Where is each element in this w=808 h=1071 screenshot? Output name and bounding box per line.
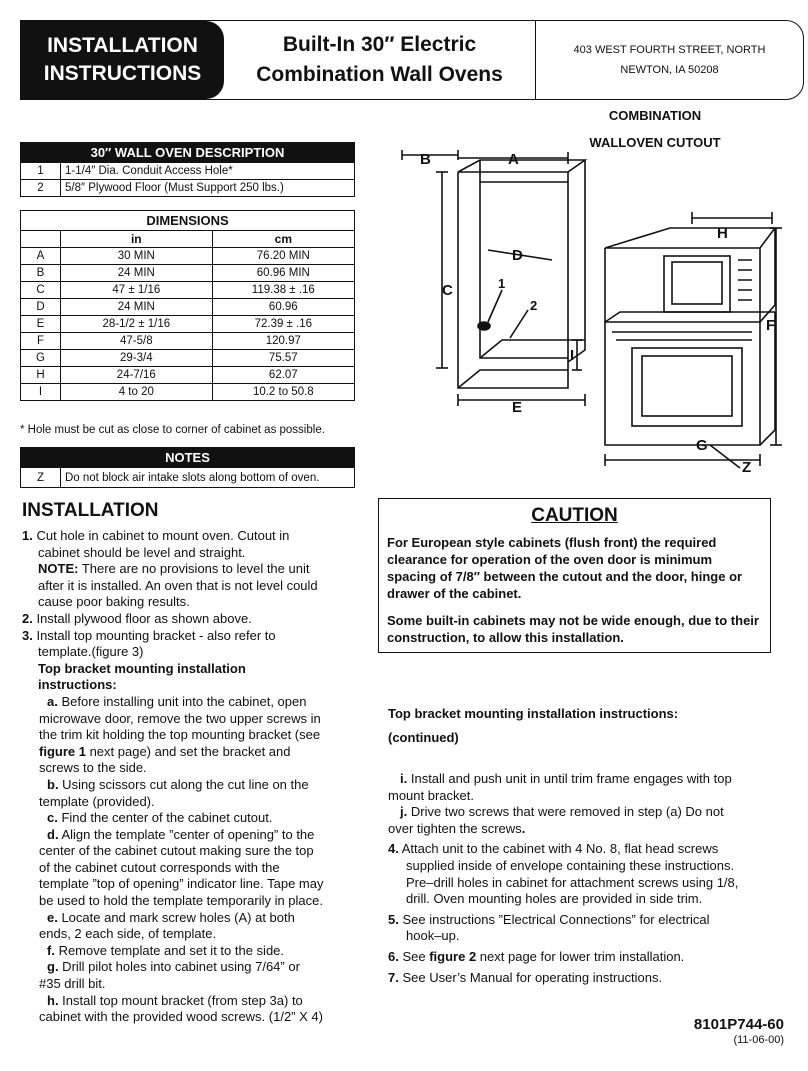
dim-key: G	[21, 350, 61, 367]
col-in-header: in	[61, 231, 213, 248]
dim-key: D	[21, 299, 61, 316]
dim-cm: 72.39 ± .16	[212, 316, 354, 333]
sub-text: .	[521, 820, 526, 836]
header	[20, 20, 804, 100]
label-f: F	[766, 317, 776, 334]
hole-note: * Hole must be cut as close to corner of cabinet as possible.	[20, 424, 325, 436]
header-badge-line1: INSTALLATION	[47, 34, 198, 57]
header-address	[536, 21, 803, 99]
label-g: G	[696, 437, 708, 454]
figure-ref: figure 2	[429, 948, 477, 964]
step-text: See User’s Manual for operating instructions.	[402, 969, 663, 985]
note-key: Z	[21, 468, 61, 488]
note-text: Do not block air intake slots along bottom of oven.	[61, 468, 355, 488]
dim-in: 4 to 20	[61, 384, 213, 401]
dimensions-table	[20, 210, 355, 401]
col-cm-header: cm	[212, 231, 354, 248]
sub-text: #35 drill bit.	[39, 976, 106, 992]
sub-label: d.	[47, 826, 59, 842]
step-text: See instructions ”Electrical Connections” for electrical	[402, 911, 710, 927]
dim-key: C	[21, 282, 61, 299]
table-row	[21, 384, 355, 401]
subhead: Top bracket mounting installation	[38, 660, 246, 676]
sub-label: j.	[400, 804, 408, 820]
header-badge-line2: INSTRUCTIONS	[43, 62, 202, 85]
step-text: There are no provisions to level the unit	[78, 561, 310, 577]
sub-text: template (provided).	[39, 793, 155, 809]
table-row	[21, 316, 355, 333]
conduit-hole	[478, 322, 490, 330]
label-2: 2	[530, 298, 538, 313]
sub-text: Using scissors cut along the cut line on the	[58, 776, 309, 792]
sub-text: next page) and set the bracket and	[85, 743, 291, 759]
table-row	[21, 468, 355, 488]
dim-cm: 62.07	[212, 367, 354, 384]
sub-text: cabinet with the provided wood screws. (1/2” X 4)	[39, 1009, 323, 1025]
dim-in: 47-5/8	[61, 333, 213, 350]
dim-in: 28-1/2 ± 1/16	[61, 316, 213, 333]
document-date: (11-06-00)	[733, 1034, 784, 1046]
header-title	[224, 21, 536, 99]
desc-text: 5/8″ Plywood Floor (Must Support 250 lbs.)	[61, 180, 355, 197]
header-title-line1: Built-In 30″ Electric	[282, 33, 477, 56]
cutout-diagram	[380, 100, 800, 495]
notes-table	[20, 447, 355, 488]
table-row	[21, 180, 355, 197]
caution-box	[378, 498, 771, 653]
table-row	[21, 265, 355, 282]
table-row	[21, 299, 355, 316]
table-row	[21, 333, 355, 350]
notes-title: NOTES	[21, 448, 355, 468]
dim-in: 47 ± 1/16	[61, 282, 213, 299]
installation-steps	[22, 528, 357, 1026]
description-title: 30″ WALL OVEN DESCRIPTION	[21, 143, 355, 163]
diagram-title-line1: COMBINATION	[608, 108, 702, 123]
step-text: after it is installed. An oven that is not level could	[38, 577, 318, 593]
address-line1: 403 WEST FOURTH STREET, NORTH	[573, 44, 766, 56]
sub-label: a.	[47, 693, 58, 709]
label-e: E	[512, 399, 523, 416]
dim-cm: 10.2 to 50.8	[212, 384, 354, 401]
dim-in: 24 MIN	[61, 299, 213, 316]
figure-ref: figure 1	[39, 743, 86, 759]
sub-label: f.	[47, 942, 55, 958]
sub-text: of the cabinet cutout corresponds with the	[39, 859, 280, 875]
dim-cm: 120.97	[212, 333, 354, 350]
sub-label: g.	[47, 959, 59, 975]
continued-heading: Top bracket mounting installation instructions:	[388, 706, 679, 721]
sub-text: Before installing unit into the cabinet, open	[57, 693, 307, 709]
dim-key: B	[21, 265, 61, 282]
dim-cm: 60.96 MIN	[212, 265, 354, 282]
label-c: C	[442, 282, 453, 299]
sub-label: i.	[400, 771, 408, 786]
step-2	[22, 611, 357, 628]
label-i: I	[570, 347, 575, 364]
continued-subheading: (continued)	[388, 730, 459, 745]
step-num: 1.	[22, 528, 33, 543]
step-num: 5.	[388, 911, 399, 927]
sub-text: Align the template ”center of opening” to the	[58, 826, 315, 842]
step-3	[22, 628, 357, 694]
step-num: 6.	[388, 948, 399, 964]
sub-text: Locate and mark screw holes (A) at both	[57, 909, 295, 925]
sub-text: be used to hold the template temporarily in place.	[39, 893, 324, 909]
table-row	[21, 248, 355, 265]
step-text: Install top mounting bracket - also refer to	[36, 627, 276, 643]
desc-num: 1	[21, 163, 61, 180]
label-1: 1	[498, 276, 506, 291]
step-text: drill. Oven mounting holes are provided in side trim.	[406, 891, 703, 907]
step-text: See	[402, 948, 430, 964]
table-row	[21, 367, 355, 384]
step-4	[388, 841, 783, 907]
step-num: 4.	[388, 841, 399, 857]
caution-p2: Some built-in cabinets may not be wide enough, due to their construction, to allow this installation.	[387, 613, 759, 645]
step-text: cause poor baking results.	[38, 594, 190, 610]
sub-label: c.	[47, 810, 58, 826]
step-num: 7.	[388, 969, 399, 985]
dim-cm: 76.20 MIN	[212, 248, 354, 265]
sub-text: Drill pilot holes into cabinet using 7/64” or	[58, 959, 300, 975]
sub-text: microwave door, remove the two upper screws in	[39, 710, 321, 726]
sub-text: Install and push unit in until trim frame engages with top	[407, 771, 732, 786]
dim-cm: 119.38 ± .16	[212, 282, 354, 299]
sub-text: screws to the side.	[39, 760, 147, 776]
sub-text: Drive two screws that were removed in step (a) Do not	[407, 804, 724, 820]
wall-oven-unit	[605, 312, 775, 322]
sub-label: b.	[47, 776, 59, 792]
sub-label: e.	[47, 909, 58, 925]
sub-text: Remove template and set it to the side.	[54, 942, 285, 958]
step-text: hook–up.	[406, 928, 460, 944]
step-text: Install plywood floor as shown above.	[36, 610, 252, 626]
header-badge	[21, 21, 224, 99]
dim-key: E	[21, 316, 61, 333]
dim-cm: 60.96	[212, 299, 354, 316]
substeps	[22, 694, 357, 1026]
dim-cm: 75.57	[212, 350, 354, 367]
sub-text: over tighten the screws	[388, 820, 522, 836]
step-text: Attach unit to the cabinet with 4 No. 8, flat head screws	[401, 841, 719, 857]
table-row	[21, 282, 355, 299]
table-row	[21, 350, 355, 367]
subhead: instructions:	[38, 677, 117, 693]
sub-text: Install top mount bracket (from step 3a) to	[58, 992, 303, 1008]
continued-steps	[388, 771, 783, 986]
step-text: Cut hole in cabinet to mount oven. Cutout in	[36, 528, 290, 543]
step-num: 2.	[22, 610, 33, 626]
label-d: D	[512, 247, 523, 264]
caution-title: CAUTION	[531, 505, 618, 526]
desc-num: 2	[21, 180, 61, 197]
document-number: 8101P744-60	[693, 1016, 784, 1033]
description-table	[20, 142, 355, 197]
dim-in: 24 MIN	[61, 265, 213, 282]
step-7	[388, 970, 783, 987]
dim-in: 30 MIN	[61, 248, 213, 265]
step-text: cabinet should be level and straight.	[38, 544, 246, 560]
caution-p1: For European style cabinets (flush front) the required clearance for operation of the oven door is minimum spacing of 7/8″ between the cutout and the door, hinge or drawer of the cabinet.	[387, 535, 743, 601]
label-b: B	[420, 151, 431, 168]
cabinet-outline	[458, 160, 585, 172]
sub-text: template ”top of opening” indicator line. Tape may	[39, 876, 324, 892]
sub-label: h.	[47, 992, 59, 1008]
step-text: supplied inside of envelope containing these instructions.	[406, 857, 735, 873]
step-6	[388, 949, 783, 966]
address-line2: NEWTON, IA 50208	[620, 64, 719, 76]
dim-key: A	[21, 248, 61, 265]
diagram-title-line2: WALLOVEN CUTOUT	[589, 135, 721, 150]
step-5	[388, 912, 783, 945]
sub-text: Find the center of the cabinet cutout.	[57, 810, 273, 826]
sub-text: ends, 2 each side, of template.	[39, 926, 217, 942]
sub-text: center of the cabinet cutout making sure the top	[39, 843, 314, 859]
step-text: template.(figure 3)	[38, 644, 144, 660]
dim-key: H	[21, 367, 61, 384]
dim-in: 24-7/16	[61, 367, 213, 384]
microwave-unit	[605, 228, 775, 248]
step-text: Pre–drill holes in cabinet for attachment screws using 1/8,	[406, 874, 739, 890]
step-num: 3.	[22, 627, 33, 643]
dim-in: 29-3/4	[61, 350, 213, 367]
dim-key: I	[21, 384, 61, 401]
sub-text: the trim kit holding the top mounting bracket (see	[39, 727, 321, 743]
note-label: NOTE:	[38, 561, 79, 577]
dim-key: F	[21, 333, 61, 350]
step-text: next page for lower trim installation.	[476, 948, 685, 964]
header-title-line2: Combination Wall Ovens	[256, 63, 503, 86]
step-1	[22, 528, 357, 611]
sub-text: mount bracket.	[388, 787, 474, 803]
installation-title: INSTALLATION	[22, 500, 159, 521]
dimensions-title: DIMENSIONS	[21, 211, 355, 231]
label-z: Z	[742, 459, 752, 476]
desc-text: 1-1/4″ Dia. Conduit Access Hole*	[61, 163, 355, 180]
label-a: A	[508, 151, 519, 168]
table-row	[21, 163, 355, 180]
label-h: H	[717, 225, 728, 242]
